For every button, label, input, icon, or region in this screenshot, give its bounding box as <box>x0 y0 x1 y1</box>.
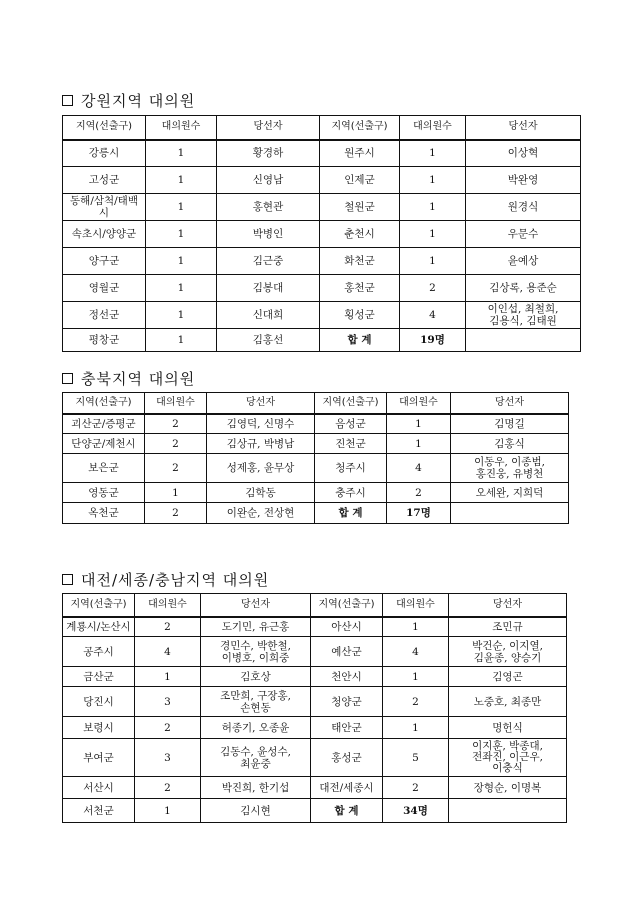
region-cell: 횡성군 <box>320 302 400 329</box>
section-heading <box>62 569 567 589</box>
region-cell: 동해/삼척/태백시 <box>63 194 146 221</box>
count-cell: 2 <box>135 717 201 739</box>
region-cell: 대전/세종시 <box>311 777 383 799</box>
region-cell: 계룡시/논산시 <box>63 617 135 637</box>
region-cell: 예산군 <box>311 637 383 667</box>
table-row <box>63 777 567 799</box>
table-header-row <box>63 594 567 617</box>
count-cell: 1 <box>400 194 466 221</box>
empty-cell <box>449 799 567 823</box>
count-cell: 1 <box>146 140 217 167</box>
empty-cell <box>451 503 569 524</box>
elected-cell: 박건순, 이지열, 김윤종, 양승기 <box>449 637 567 667</box>
count-cell: 3 <box>135 739 201 777</box>
count-cell: 2 <box>387 483 451 503</box>
count-cell: 1 <box>146 302 217 329</box>
column-header: 지역(선출구) <box>63 116 146 140</box>
table-header-row <box>63 393 569 414</box>
region-cell: 평창군 <box>63 329 146 352</box>
region-cell: 홍천군 <box>320 275 400 302</box>
delegate-table <box>62 593 567 823</box>
count-cell: 1 <box>383 617 449 637</box>
table-row <box>63 434 569 454</box>
column-header: 당선자 <box>201 594 311 617</box>
table-row <box>63 248 581 275</box>
table-row <box>63 140 581 167</box>
region-cell: 단양군/제천시 <box>63 434 145 454</box>
elected-cell: 김홍식 <box>451 434 569 454</box>
count-cell: 4 <box>387 454 451 483</box>
region-cell: 원주시 <box>320 140 400 167</box>
column-header: 지역(선출구) <box>63 594 135 617</box>
total-label: 합 계 <box>320 329 400 352</box>
table-row <box>63 799 567 823</box>
empty-cell <box>466 329 581 352</box>
section-heading <box>62 90 581 110</box>
count-cell: 1 <box>146 248 217 275</box>
region-cell: 옥천군 <box>63 503 145 524</box>
region-cell: 서산시 <box>63 777 135 799</box>
elected-cell: 김학동 <box>207 483 315 503</box>
column-header: 당선자 <box>217 116 320 140</box>
count-cell: 1 <box>383 717 449 739</box>
table-row <box>63 503 569 524</box>
elected-cell: 도기민, 유근홍 <box>201 617 311 637</box>
count-cell: 1 <box>145 483 207 503</box>
table-row <box>63 329 581 352</box>
column-header: 대의원수 <box>400 116 466 140</box>
count-cell: 5 <box>383 739 449 777</box>
count-cell: 2 <box>383 777 449 799</box>
table-row <box>63 637 567 667</box>
elected-cell: 신대희 <box>217 302 320 329</box>
region-cell: 아산시 <box>311 617 383 637</box>
elected-cell: 원경식 <box>466 194 581 221</box>
delegate-table <box>62 115 581 352</box>
count-cell: 2 <box>145 414 207 434</box>
checkbox-square-icon <box>62 373 73 384</box>
table-row <box>63 483 569 503</box>
count-cell: 2 <box>145 454 207 483</box>
total-count: 17명 <box>387 503 451 524</box>
count-cell: 1 <box>400 167 466 194</box>
column-header: 대의원수 <box>135 594 201 617</box>
region-cell: 철원군 <box>320 194 400 221</box>
region-cell: 금산군 <box>63 667 135 687</box>
elected-cell: 우문수 <box>466 221 581 248</box>
section-gangwon <box>62 90 581 352</box>
elected-cell: 장형순, 이명복 <box>449 777 567 799</box>
elected-cell: 조만희, 구장홍, 손현동 <box>201 687 311 717</box>
region-cell: 태안군 <box>311 717 383 739</box>
count-cell: 2 <box>135 617 201 637</box>
total-count: 34명 <box>383 799 449 823</box>
table-row <box>63 617 567 637</box>
region-cell: 화천군 <box>320 248 400 275</box>
table-row <box>63 275 581 302</box>
count-cell: 3 <box>135 687 201 717</box>
region-cell: 인제군 <box>320 167 400 194</box>
elected-cell: 이상혁 <box>466 140 581 167</box>
count-cell: 2 <box>383 687 449 717</box>
elected-cell: 김명길 <box>451 414 569 434</box>
elected-cell: 김근중 <box>217 248 320 275</box>
count-cell: 1 <box>135 667 201 687</box>
table-row <box>63 302 581 329</box>
count-cell: 1 <box>387 414 451 434</box>
region-cell: 보령시 <box>63 717 135 739</box>
count-cell: 1 <box>135 799 201 823</box>
count-cell: 1 <box>400 221 466 248</box>
region-cell: 충주시 <box>315 483 387 503</box>
column-header: 대의원수 <box>146 116 217 140</box>
elected-cell: 조민규 <box>449 617 567 637</box>
region-cell: 당진시 <box>63 687 135 717</box>
column-header: 지역(선출구) <box>311 594 383 617</box>
elected-cell: 김호상 <box>201 667 311 687</box>
column-header: 대의원수 <box>387 393 451 414</box>
elected-cell: 김홍선 <box>217 329 320 352</box>
count-cell: 1 <box>146 194 217 221</box>
column-header: 대의원수 <box>145 393 207 414</box>
elected-cell: 이인섭, 최철희, 김용식, 김태원 <box>466 302 581 329</box>
section-title: 충북지역 대의원 <box>81 369 196 388</box>
column-header: 지역(선출구) <box>315 393 387 414</box>
region-cell: 춘천시 <box>320 221 400 248</box>
elected-cell: 이동우, 이종범, 홍진웅, 유병천 <box>451 454 569 483</box>
region-cell: 영월군 <box>63 275 146 302</box>
region-cell: 양구군 <box>63 248 146 275</box>
section-title: 강원지역 대의원 <box>81 91 196 110</box>
region-cell: 음성군 <box>315 414 387 434</box>
elected-cell: 윤예상 <box>466 248 581 275</box>
count-cell: 4 <box>383 637 449 667</box>
elected-cell: 이완순, 전상현 <box>207 503 315 524</box>
count-cell: 1 <box>146 275 217 302</box>
elected-cell: 김영곤 <box>449 667 567 687</box>
elected-cell: 김시현 <box>201 799 311 823</box>
elected-cell: 홍현관 <box>217 194 320 221</box>
region-cell: 청양군 <box>311 687 383 717</box>
elected-cell: 이지훈, 박종대, 전좌진, 이근우, 이충식 <box>449 739 567 777</box>
section-chungbuk <box>62 368 569 524</box>
delegate-table <box>62 392 569 524</box>
count-cell: 1 <box>383 667 449 687</box>
elected-cell: 박진희, 한기섭 <box>201 777 311 799</box>
region-cell: 공주시 <box>63 637 135 667</box>
section-title: 대전/세종/충남지역 대의원 <box>81 570 270 589</box>
elected-cell: 김영덕, 신명수 <box>207 414 315 434</box>
region-cell: 부여군 <box>63 739 135 777</box>
region-cell: 진천군 <box>315 434 387 454</box>
checkbox-square-icon <box>62 95 73 106</box>
elected-cell: 김상록, 용준순 <box>466 275 581 302</box>
elected-cell: 성제홍, 윤무상 <box>207 454 315 483</box>
section-heading <box>62 368 569 388</box>
count-cell: 1 <box>387 434 451 454</box>
count-cell: 1 <box>146 221 217 248</box>
elected-cell: 오세완, 지희덕 <box>451 483 569 503</box>
elected-cell: 신영남 <box>217 167 320 194</box>
region-cell: 홍성군 <box>311 739 383 777</box>
count-cell: 1 <box>400 248 466 275</box>
region-cell: 보은군 <box>63 454 145 483</box>
region-cell: 청주시 <box>315 454 387 483</box>
count-cell: 2 <box>400 275 466 302</box>
elected-cell: 황경하 <box>217 140 320 167</box>
region-cell: 고성군 <box>63 167 146 194</box>
elected-cell: 김동수, 윤성수, 최윤중 <box>201 739 311 777</box>
table-row <box>63 717 567 739</box>
table-row <box>63 414 569 434</box>
elected-cell: 박병인 <box>217 221 320 248</box>
table-row <box>63 454 569 483</box>
count-cell: 2 <box>135 777 201 799</box>
region-cell: 천안시 <box>311 667 383 687</box>
column-header: 당선자 <box>451 393 569 414</box>
table-row <box>63 167 581 194</box>
count-cell: 4 <box>400 302 466 329</box>
region-cell: 영동군 <box>63 483 145 503</box>
total-label: 합 계 <box>315 503 387 524</box>
elected-cell: 허종기, 오종윤 <box>201 717 311 739</box>
count-cell: 1 <box>146 329 217 352</box>
count-cell: 2 <box>145 434 207 454</box>
table-row <box>63 687 567 717</box>
table-row <box>63 221 581 248</box>
table-row <box>63 194 581 221</box>
elected-cell: 명헌식 <box>449 717 567 739</box>
column-header: 지역(선출구) <box>320 116 400 140</box>
elected-cell: 경민수, 박한철, 이병호, 이희중 <box>201 637 311 667</box>
region-cell: 서천군 <box>63 799 135 823</box>
region-cell: 괴산군/증평군 <box>63 414 145 434</box>
elected-cell: 노중호, 최종만 <box>449 687 567 717</box>
total-label: 합 계 <box>311 799 383 823</box>
section-daejeon-sejong-chungnam <box>62 569 567 823</box>
column-header: 대의원수 <box>383 594 449 617</box>
region-cell: 속초시/양양군 <box>63 221 146 248</box>
table-header-row <box>63 116 581 140</box>
column-header: 당선자 <box>207 393 315 414</box>
column-header: 지역(선출구) <box>63 393 145 414</box>
elected-cell: 김상규, 박병남 <box>207 434 315 454</box>
checkbox-square-icon <box>62 574 73 585</box>
count-cell: 4 <box>135 637 201 667</box>
count-cell: 2 <box>145 503 207 524</box>
region-cell: 정선군 <box>63 302 146 329</box>
elected-cell: 김봉대 <box>217 275 320 302</box>
table-row <box>63 667 567 687</box>
table-row <box>63 739 567 777</box>
elected-cell: 박완영 <box>466 167 581 194</box>
region-cell: 강릉시 <box>63 140 146 167</box>
count-cell: 1 <box>400 140 466 167</box>
column-header: 당선자 <box>466 116 581 140</box>
count-cell: 1 <box>146 167 217 194</box>
column-header: 당선자 <box>449 594 567 617</box>
total-count: 19명 <box>400 329 466 352</box>
